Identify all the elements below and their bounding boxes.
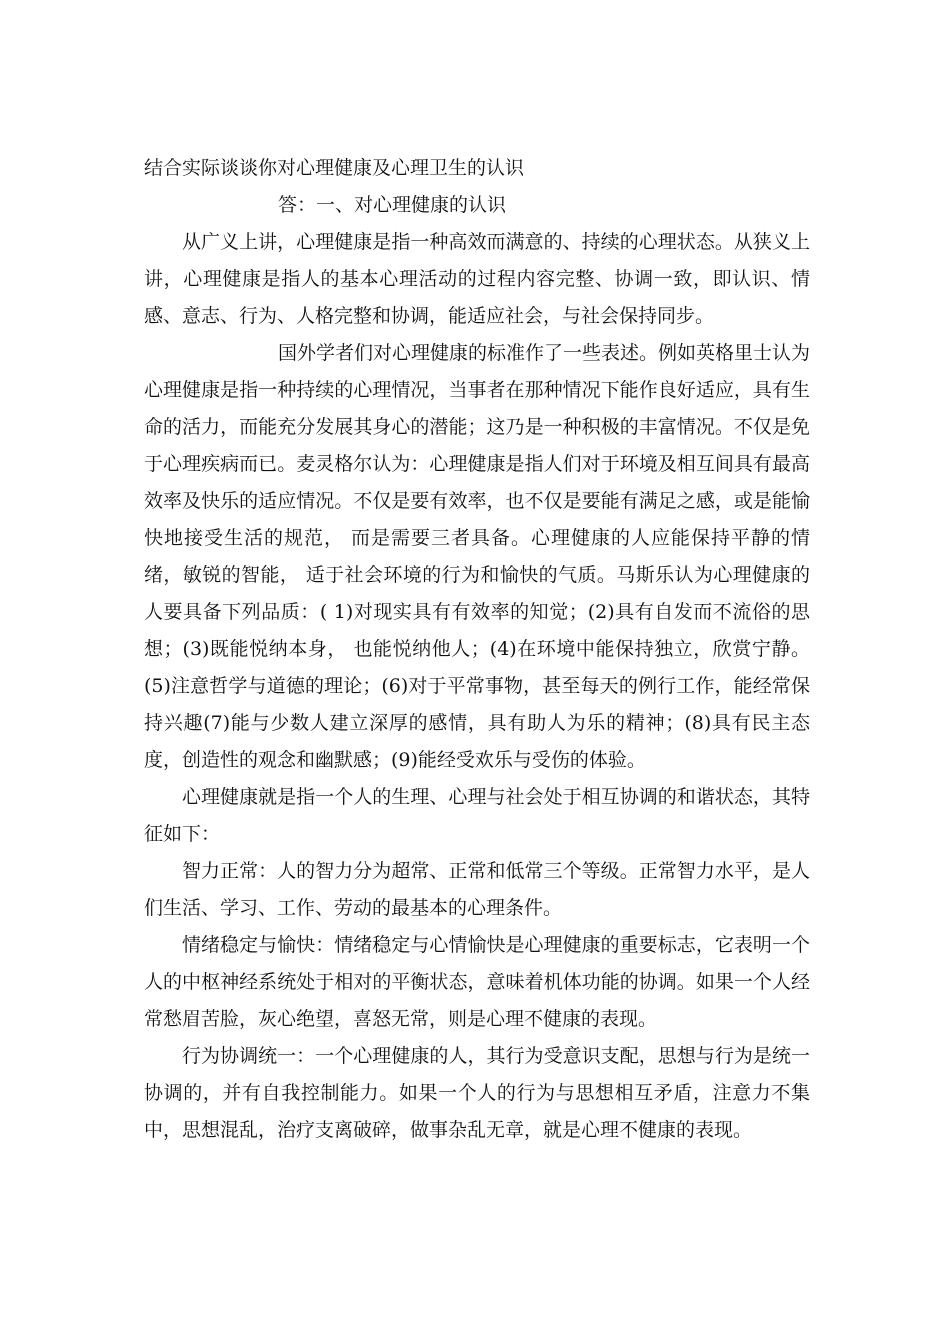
paragraph-characteristics-intro: 心理健康就是指一个人的生理、心理与社会处于相互协调的和谐状态，其特征如下： xyxy=(144,786,810,845)
document-body xyxy=(144,150,810,1149)
paragraph-normal-intelligence: 智力正常：人的智力分为超常、正常和低常三个等级。正常智力水平，是人们生活、学习、工作、劳动的最基本的心理条件。 xyxy=(144,860,810,919)
paragraph-foreign-standards: 国外学者们对心理健康的标准作了一些表述。例如英格里士认为心理健康是指一种持续的心理情况，当事者在那种情况下能作良好适应，具有生命的活力，而能充分发展其身心的潜能；这乃是一种积极的丰富情况。不仅是免于心理疾病而已。麦灵格尔认为：心理健康是指人们对于环境及相互间具有最高效率及快乐的适应情况。不仅是要有效率，也不仅是要能有满足之感，或是能愉快地接受生活的规范， 而是需要三者具备。心理健康的人应能保持平静的情绪，敏锐的智能， 适于社会环境的行为和愉快的气质。马斯乐认为心理健康的人要具备下列品质：( 1)对现实具有有效率的知觉；(2)具有自发而不流俗的思想；(3)既能悦纳本身， 也能悦纳他人；(4)在环境中能保持独立，欣赏宁静。(5)注意哲学与道德的理论；(6)对于平常事物，甚至每天的例行工作，能经常保持兴趣(7)能与少数人建立深厚的感情，具有助人为乐的精神；(8)具有民主态度，创造性的观念和幽默感；(9)能经受欢乐与受伤的体验。 xyxy=(144,342,811,771)
document-title: 结合实际谈谈你对心理健康及心理卫生的认识 xyxy=(144,157,525,179)
paragraph-emotional-stability: 情绪稳定与愉快：情绪稳定与心情愉快是心理健康的重要标志，它表明一个人的中枢神经系统处于相对的平衡状态，意味着机体功能的协调。如果一个人经常愁眉苦脸，灰心绝望，喜怒无常，则是心理不健康的表现。 xyxy=(144,934,810,1030)
paragraph-behavior-coordination: 行为协调统一：一个心理健康的人，其行为受意识支配，思想与行为是统一协调的，并有自我控制能力。如果一个人的行为与思想相互矛盾，注意力不集中，思想混乱，治疗支离破碎，做事杂乱无章，就是心理不健康的表现。 xyxy=(144,1045,810,1141)
paragraph-definition: 从广义上讲，心理健康是指一种高效而满意的、持续的心理状态。从狭义上讲，心理健康是指人的基本心理活动的过程内容完整、协调一致，即认识、情感、意志、行为、人格完整和协调，能适应社会，与社会保持同步。 xyxy=(144,231,810,327)
section-heading: 答：一、对心理健康的认识 xyxy=(278,194,507,216)
